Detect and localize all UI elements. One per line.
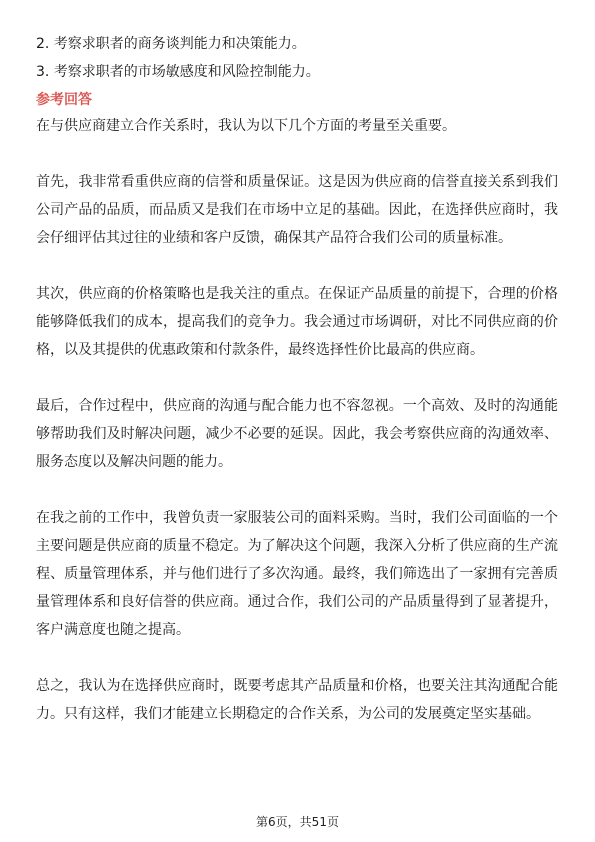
paragraph: 最后，合作过程中，供应商的沟通与配合能力也不容忽视。一个高效、及时的沟通能够帮助我们及时解决问题，减少不必要的延误。因此，我会考察供应商的沟通效率、服务态度以及解决问题的能力。: [36, 398, 558, 470]
list-item: 3. 考察求职者的市场敏感度和风险控制能力。: [36, 64, 320, 80]
document-page: [36, 30, 558, 728]
paragraph: 在与供应商建立合作关系时，我认为以下几个方面的考量至关重要。: [36, 118, 456, 134]
paragraph: 首先，我非常看重供应商的信誉和质量保证。这是因为供应商的信誉直接关系到我们公司产品的品质，而品质又是我们在市场中立足的基础。因此，在选择供应商时，我会仔细评估其过往的业绩和客户反馈，确保其产品符合我们公司的质量标准。: [36, 174, 558, 246]
paragraph: 总之，我认为在选择供应商时，既要考虑其产品质量和价格，也要关注其沟通配合能力。只有这样，我们才能建立长期稳定的合作关系，为公司的发展奠定坚实基础。: [36, 678, 558, 722]
section-heading: 参考回答: [36, 92, 92, 108]
paragraph: 在我之前的工作中，我曾负责一家服装公司的面料采购。当时，我们公司面临的一个主要问题是供应商的质量不稳定。为了解决这个问题，我深入分析了供应商的生产流程、质量管理体系，并与他们进行了多次沟通。最终，我们筛选出了一家拥有完善质量管理体系和良好信誉的供应商。通过合作，我们公司的产品质量得到了显著提升，客户满意度也随之提高。: [36, 510, 558, 638]
list-item: 2. 考察求职者的商务谈判能力和决策能力。: [36, 36, 306, 52]
page-number: 第6页，共51页: [256, 815, 339, 829]
paragraph: 其次，供应商的价格策略也是我关注的重点。在保证产品质量的前提下，合理的价格能够降低我们的成本，提高我们的竞争力。我会通过市场调研，对比不同供应商的价格，以及其提供的优惠政策和付款条件，最终选择性价比最高的供应商。: [36, 286, 558, 358]
